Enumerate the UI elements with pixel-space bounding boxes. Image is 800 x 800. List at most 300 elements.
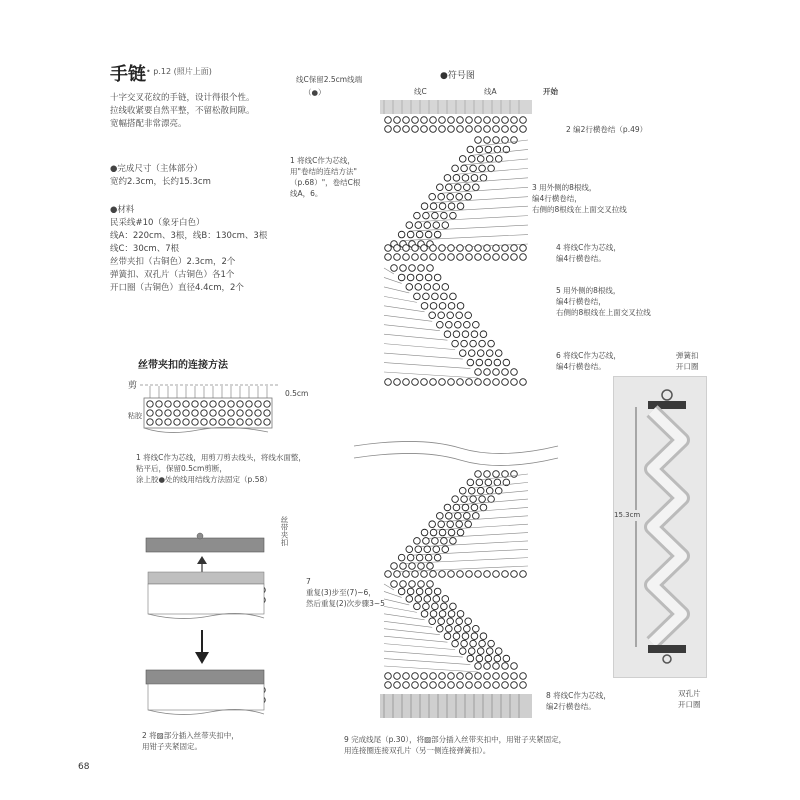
- cord-line: [384, 644, 455, 650]
- knot-dot: [455, 625, 462, 632]
- knot-dot: [438, 618, 445, 625]
- knot-dot: [468, 350, 475, 357]
- pattern-step4: [556, 242, 666, 264]
- size-heading: ●完成尺寸（主体部分）: [110, 164, 203, 174]
- knot-dot: [421, 203, 428, 210]
- knot-dot: [476, 146, 483, 153]
- knot-dot: [415, 284, 422, 291]
- knot-dot: [485, 479, 492, 486]
- knot-dot: [237, 419, 243, 425]
- knot-dot: [475, 245, 482, 252]
- knot-dot: [183, 401, 189, 407]
- cord-line: [384, 372, 478, 378]
- knot-dot: [421, 379, 428, 386]
- knot-dot: [484, 369, 491, 376]
- knot-dot: [446, 625, 453, 632]
- knot-dot: [192, 401, 198, 407]
- pattern-label-top-sub: （●）: [304, 88, 326, 97]
- intro-line: 拉线收紧要自然平整，不留松散间隙。: [110, 106, 255, 116]
- knot-dot: [473, 184, 480, 191]
- pattern-step8: [546, 690, 656, 712]
- material-line: 开口圈（古铜色）直径4.4cm，2个: [110, 283, 244, 293]
- knot-dot: [421, 611, 428, 618]
- knot-dot: [520, 245, 527, 252]
- connect-step1-line: 1 将线C作为芯线，用剪刀剪去线头，将线水面整，: [136, 453, 306, 462]
- knot-dot: [484, 245, 491, 252]
- knot-dot: [421, 673, 428, 680]
- knot-dot: [418, 563, 425, 570]
- knot-dot: [464, 321, 471, 328]
- knot-dot: [502, 117, 509, 124]
- knot-dot: [457, 126, 464, 133]
- knot-dot: [502, 369, 509, 376]
- material-line: 线C：30cm、7根: [110, 244, 180, 254]
- knot-dot: [448, 203, 455, 210]
- knot-dot: [476, 655, 483, 662]
- connect-step2-line: 2 将▨部分插入丝带夹扣中，: [142, 731, 239, 740]
- bracelet-photo: [613, 376, 707, 678]
- knot-dot: [210, 419, 216, 425]
- knot-dot: [455, 321, 462, 328]
- knot-dot: [457, 203, 464, 210]
- knot-dot: [432, 293, 439, 300]
- knot-dot: [406, 284, 413, 291]
- knot-dot: [192, 419, 198, 425]
- line-c-label: 线C: [414, 87, 427, 96]
- knot-dot: [430, 245, 437, 252]
- knot-dot: [416, 588, 423, 595]
- knot-dot: [456, 521, 463, 528]
- knot-dot: [174, 410, 180, 416]
- knot-dot: [465, 618, 472, 625]
- knot-dot: [459, 156, 466, 163]
- pattern-step7-line: 7: [306, 577, 311, 586]
- knot-dot: [502, 682, 509, 689]
- cord-line: [384, 659, 470, 665]
- knot-dot: [484, 117, 491, 124]
- pattern-step2: 2 编2行横卷结（p.49）: [566, 125, 648, 134]
- knot-dot: [394, 254, 401, 261]
- knot-dot: [466, 254, 473, 261]
- knot-dot: [421, 245, 428, 252]
- knot-dot: [450, 603, 457, 610]
- knot-dot: [439, 571, 446, 578]
- knot-dot: [470, 640, 477, 647]
- knot-dot: [246, 401, 252, 407]
- knot-dot: [416, 231, 423, 238]
- pattern-step4-line: 编4行横卷结。: [556, 254, 606, 263]
- knot-dot: [479, 640, 486, 647]
- knot-dot: [165, 410, 171, 416]
- page-number: 68: [78, 762, 90, 772]
- line-a-label: 线A: [484, 87, 497, 96]
- knot-dot: [403, 682, 410, 689]
- knot-dot: [439, 611, 446, 618]
- knot-dot: [448, 117, 455, 124]
- photo-length-label: 15.3cm: [614, 511, 641, 519]
- knot-dot: [486, 350, 493, 357]
- knot-dot: [476, 479, 483, 486]
- connect-step1-line: 粘平后，保留0.5cm剪断，: [136, 464, 227, 473]
- knot-dot: [439, 673, 446, 680]
- knot-dot: [479, 165, 486, 172]
- knot-dot: [466, 379, 473, 386]
- knot-dot: [228, 410, 234, 416]
- knot-dot: [437, 625, 444, 632]
- knot-dot: [398, 554, 405, 561]
- intro-text: [110, 92, 330, 131]
- knot-dot: [439, 126, 446, 133]
- knot-dot: [466, 673, 473, 680]
- photo-label-bottom-line: 开口圈: [678, 700, 701, 709]
- pattern-heading: ●符号图: [440, 71, 475, 81]
- knot-dot: [441, 538, 448, 545]
- knot-dot: [520, 254, 527, 261]
- knot-dot: [394, 682, 401, 689]
- knot-dot: [394, 379, 401, 386]
- knot-dot: [421, 529, 428, 536]
- knot-dot: [520, 379, 527, 386]
- knot-dot: [400, 265, 407, 272]
- knot-dot: [409, 563, 416, 570]
- knot-dot: [467, 479, 474, 486]
- knot-dot: [447, 312, 454, 319]
- knot-dot: [394, 673, 401, 680]
- pattern-step1: [290, 155, 390, 199]
- knot-dot: [484, 126, 491, 133]
- knot-dot: [400, 563, 407, 570]
- knot-dot: [201, 410, 207, 416]
- knot-dot: [434, 554, 441, 561]
- knot-dot: [471, 633, 478, 640]
- knot-dot: [494, 146, 501, 153]
- knot-dot: [439, 529, 446, 536]
- knot-dot: [434, 231, 441, 238]
- knot-dot: [434, 274, 441, 281]
- knot-dot: [457, 254, 464, 261]
- knot-dot: [466, 245, 473, 252]
- materials-section: [110, 204, 267, 295]
- knot-dot: [430, 571, 437, 578]
- knot-dot: [412, 379, 419, 386]
- knot-dot: [147, 410, 153, 416]
- knot-dot: [502, 245, 509, 252]
- knot-dot: [484, 571, 491, 578]
- knot-dot: [409, 265, 416, 272]
- knot-dot: [475, 682, 482, 689]
- knot-dot: [427, 581, 434, 588]
- knot-dot: [448, 673, 455, 680]
- knot-dot: [467, 359, 474, 366]
- photo-label-bottom-line: 双孔片: [678, 689, 701, 698]
- knot-dot: [430, 379, 437, 386]
- knot-dot: [457, 611, 464, 618]
- connect-section-title: 丝带夹扣的连接方法: [138, 360, 228, 371]
- knot-dot: [441, 212, 448, 219]
- knot-dot: [447, 193, 454, 200]
- knot-dot: [465, 193, 472, 200]
- knot-dot: [452, 340, 459, 347]
- knot-dot: [415, 546, 422, 553]
- knot-dot: [461, 165, 468, 172]
- knot-dot: [448, 379, 455, 386]
- knot-dot: [183, 419, 189, 425]
- pattern-step4-line: 4 将线C作为芯线，: [556, 243, 621, 252]
- cord-line: [384, 636, 447, 642]
- knot-dot: [486, 156, 493, 163]
- knot-dot: [502, 379, 509, 386]
- knot-dot: [457, 682, 464, 689]
- pattern-step1-line: （p.68）"，卷结C根: [290, 178, 361, 187]
- break-line: [354, 453, 558, 465]
- knot-dot: [480, 504, 487, 511]
- knot-dot: [255, 410, 261, 416]
- knot-dot: [418, 265, 425, 272]
- knot-dot: [444, 633, 451, 640]
- knot-dot: [456, 312, 463, 319]
- intro-line: 十字交叉花纹的手链，设计得很个性。: [110, 93, 255, 103]
- measure-05: 0.5cm: [285, 389, 309, 398]
- pattern-step3: [532, 182, 692, 215]
- cord-line: [384, 621, 432, 627]
- knot-dot: [427, 265, 434, 272]
- knot-dot: [456, 193, 463, 200]
- knot-dot: [470, 496, 477, 503]
- knot-dot: [520, 673, 527, 680]
- knot-dot: [511, 245, 518, 252]
- knot-dot: [493, 369, 500, 376]
- knot-dot: [264, 419, 270, 425]
- knot-dot: [412, 673, 419, 680]
- knot-dot: [475, 379, 482, 386]
- knot-dot: [439, 303, 446, 310]
- material-line: 线A：220cm、3根，线B：130cm、3根: [110, 231, 268, 241]
- knot-dot: [494, 359, 501, 366]
- knot-dot: [493, 663, 500, 670]
- knot-dot: [430, 126, 437, 133]
- knot-dot: [448, 254, 455, 261]
- knot-dot: [484, 663, 491, 670]
- cord-line: [384, 287, 409, 293]
- knot-dot: [165, 401, 171, 407]
- knot-dot: [447, 618, 454, 625]
- knot-dot: [174, 401, 180, 407]
- cord-line: [384, 296, 417, 302]
- cord-line: [440, 187, 528, 193]
- knot-dot: [430, 682, 437, 689]
- cord-line: [384, 363, 470, 369]
- knot-dot: [457, 117, 464, 124]
- knot-dot: [425, 274, 432, 281]
- knot-dot: [495, 648, 502, 655]
- knot-dot: [433, 546, 440, 553]
- bracelet-illustration: [614, 377, 706, 677]
- knot-dot: [468, 487, 475, 494]
- knot-dot: [430, 254, 437, 261]
- knot-dot: [502, 663, 509, 670]
- knot-dot: [219, 410, 225, 416]
- pattern-step5-line: 右侧的8根线在上面交叉拉线: [556, 308, 651, 317]
- knot-dot: [237, 401, 243, 407]
- knot-dot: [488, 496, 495, 503]
- knot-dot: [433, 284, 440, 291]
- size-value: 宽约2.3cm，长约15.3cm: [110, 177, 211, 187]
- knot-dot: [465, 312, 472, 319]
- knot-dot: [147, 419, 153, 425]
- knot-dot: [156, 419, 162, 425]
- knot-dot: [453, 633, 460, 640]
- knot-dot: [493, 571, 500, 578]
- knot-dot: [201, 401, 207, 407]
- knot-dot: [461, 496, 468, 503]
- knot-dot: [475, 117, 482, 124]
- pattern-step9-line: 用连接圈连接双孔片（另一侧连接弹簧扣）。: [344, 746, 491, 755]
- knot-dot: [385, 673, 392, 680]
- knot-dot: [448, 126, 455, 133]
- knot-dot: [493, 682, 500, 689]
- knot-dot: [403, 117, 410, 124]
- knot-dot: [473, 321, 480, 328]
- knot-dot: [385, 254, 392, 261]
- knot-dot: [453, 175, 460, 182]
- knot-dot: [503, 655, 510, 662]
- knot-dot: [403, 673, 410, 680]
- knot-dot: [430, 673, 437, 680]
- pattern-step5-line: 编4行横卷结，: [556, 297, 606, 306]
- knot-dot: [424, 546, 431, 553]
- knot-dot: [452, 640, 459, 647]
- knot-dot: [493, 254, 500, 261]
- knot-dot: [429, 312, 436, 319]
- knot-dot: [461, 640, 468, 647]
- knot-dot: [448, 611, 455, 618]
- knot-dot: [448, 245, 455, 252]
- knot-dot: [488, 640, 495, 647]
- break-line: [354, 441, 558, 453]
- knot-dot: [441, 603, 448, 610]
- knot-dot: [447, 521, 454, 528]
- knot-dot: [502, 254, 509, 261]
- cord-line: [384, 629, 440, 635]
- pattern-step5-line: 5 用外侧的8根线，: [556, 286, 621, 295]
- knot-dot: [430, 303, 437, 310]
- knot-dot: [467, 146, 474, 153]
- pattern-step7: [306, 576, 416, 609]
- knot-dot: [246, 410, 252, 416]
- knot-dot: [441, 293, 448, 300]
- knot-dot: [429, 618, 436, 625]
- knot-dot: [520, 682, 527, 689]
- knot-dot: [493, 673, 500, 680]
- knot-dot: [418, 581, 425, 588]
- material-line: 丝带夹扣（古铜色）2.3cm，2个: [110, 257, 236, 267]
- intro-line: 宽幅搭配非常漂亮。: [110, 119, 187, 129]
- cord-line: [384, 344, 455, 350]
- knot-dot: [520, 117, 527, 124]
- knot-dot: [442, 596, 449, 603]
- knot-dot: [439, 245, 446, 252]
- knot-dot: [511, 369, 518, 376]
- knot-dot: [475, 126, 482, 133]
- knot-dot: [511, 379, 518, 386]
- knot-dot: [457, 571, 464, 578]
- knot-dot: [503, 359, 510, 366]
- knot-dot: [439, 203, 446, 210]
- knot-dot: [432, 212, 439, 219]
- knot-dot: [446, 184, 453, 191]
- knot-dot: [219, 401, 225, 407]
- knot-dot: [511, 254, 518, 261]
- knot-dot: [421, 303, 428, 310]
- knot-dot: [427, 563, 434, 570]
- pattern-step3-line: 编4行横卷结，: [532, 194, 582, 203]
- knot-dot: [430, 611, 437, 618]
- knot-dot: [255, 401, 261, 407]
- knot-dot: [511, 137, 518, 144]
- knot-dot: [407, 554, 414, 561]
- connect-diagram-top: [128, 372, 298, 442]
- knot-dot: [484, 254, 491, 261]
- knot-dot: [471, 331, 478, 338]
- knot-dot: [457, 245, 464, 252]
- knot-dot: [385, 117, 392, 124]
- knot-dot: [464, 625, 471, 632]
- cord-line: [384, 651, 463, 657]
- knot-dot: [462, 175, 469, 182]
- pattern-step9-line: 9 完成线尾（p.30），将▨部分插入丝带夹扣中，用钳子夹紧固定，: [344, 735, 567, 744]
- knot-dot: [475, 471, 482, 478]
- knot-dot: [448, 529, 455, 536]
- connect-diagram-bottom: [140, 520, 300, 730]
- knot-dot: [192, 410, 198, 416]
- knot-dot: [412, 117, 419, 124]
- ribbon-clamp-label: 丝带夹扣: [280, 516, 289, 546]
- knot-dot: [493, 245, 500, 252]
- knot-dot: [475, 369, 482, 376]
- knot-dot: [444, 175, 451, 182]
- knot-dot: [470, 165, 477, 172]
- knot-dot: [477, 487, 484, 494]
- knot-dot: [488, 165, 495, 172]
- pattern-step8-line: 编2行横卷结。: [546, 702, 596, 711]
- knot-dot: [444, 331, 451, 338]
- ribbon-clamp-shape: [146, 538, 264, 552]
- cord-line: [384, 666, 478, 672]
- size-section: [110, 163, 211, 189]
- cord-line: [384, 325, 440, 331]
- knot-dot: [429, 521, 436, 528]
- cord-line: [384, 315, 432, 321]
- knot-dot: [416, 274, 423, 281]
- knot-dot: [438, 193, 445, 200]
- knot-dot: [465, 521, 472, 528]
- knot-dot: [453, 331, 460, 338]
- knot-dot: [520, 126, 527, 133]
- connect-step2: [142, 730, 322, 752]
- knot-dot: [461, 340, 468, 347]
- cord-line: [384, 334, 447, 340]
- knot-dot: [264, 401, 270, 407]
- connect-step2-line: 用钳子夹紧固定。: [142, 742, 202, 751]
- knot-dot: [455, 184, 462, 191]
- knot-dot: [183, 410, 189, 416]
- page-title: 手链: [110, 64, 146, 85]
- knot-dot: [450, 538, 457, 545]
- knot-dot: [459, 648, 466, 655]
- knot-dot: [421, 571, 428, 578]
- knot-dot: [484, 673, 491, 680]
- knot-dot: [430, 529, 437, 536]
